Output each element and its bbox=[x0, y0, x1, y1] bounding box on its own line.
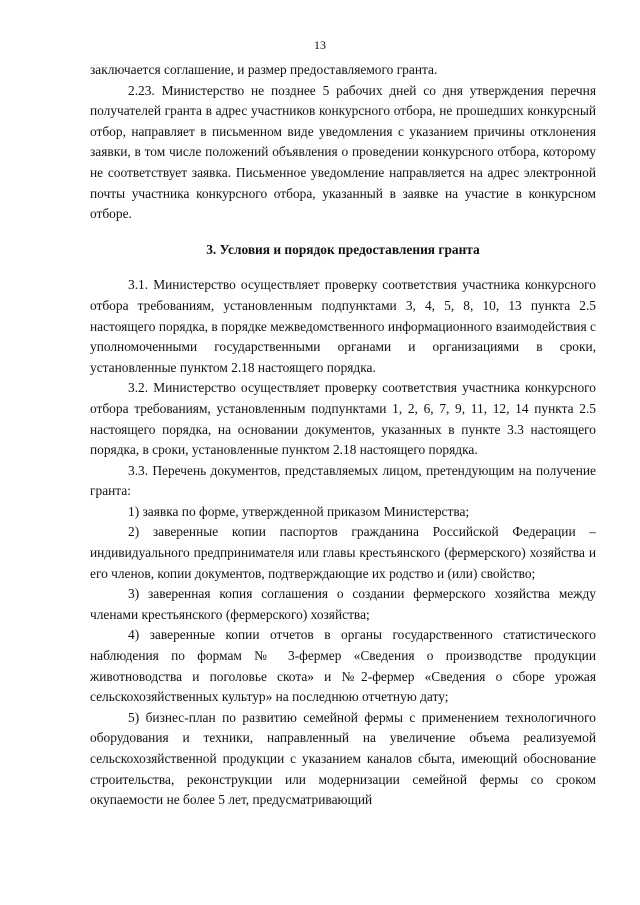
list-item-3: 3) заверенная копия соглашения о создании фермерского хозяйства между членами крестьянского (фермерского) хозяйства; bbox=[90, 586, 596, 622]
paragraph-2-23: 2.23. Министерство не позднее 5 рабочих дней со дня утверждения перечня получателей гранта в адрес участников конкурсного отбора, не прошедших конкурсный отбор, направляет в письменном виде уведомления с указанием причины отклонения заявки, в том числе положений объявления о проведении конкурсного отбора, которому не соответствует заявка. Письменное уведомление направляется на адрес электронной почты участника конкурсного отбора, указанный в заявке на участие в конкурсном отборе. bbox=[90, 82, 596, 222]
list-item-5: 5) бизнес-план по развитию семейной фермы с применением технологичного оборудования и техники, направленный на увеличение объема реализуемой сельскохозяйственной продукции с указанием каналов сбыта, имеющий обоснование строительства, реконструкции или модернизации семейной фермы со сроком окупаемости не более 5 лет, предусматривающий bbox=[90, 709, 596, 808]
list-item-1: 1) заявка по форме, утвержденной приказом Министерства; bbox=[128, 503, 470, 519]
page-number: 13 bbox=[314, 38, 326, 52]
paragraph-continuation: заключается соглашение, и размер предоставляемого гранта. bbox=[90, 62, 438, 77]
list-item-4: 4) заверенные копии отчетов в органы государственного статистического наблюдения по формам № 3-фермер «Сведения о производстве продукции животноводства и поголовье скота» и №2-фермер «Сведения о сборе урожая сельскохозяйственных культур» на последнюю отчетную дату; bbox=[90, 627, 596, 705]
paragraph-3-2: 3.2. Министерство осуществляет проверку соответствия участника конкурсного отбора требованиям, установленным подпунктами 1, 2, 6, 7, 9, 11, 12, 14 пункта 2.5 настоящего порядка, на основании документов, указанных в пункте 3.3 настоящего порядка, в сроки, установленные пунктом 2.18 настоящего порядка. bbox=[90, 380, 596, 458]
paragraph-3-1: 3.1. Министерство осуществляет проверку соответствия участника конкурсного отбора требованиям, установленным подпунктами 3, 4, 5, 8, 10, 13 пункта 2.5 настоящего порядка, в порядке межведомственного информационного взаимодействия с уполномоченными государственными органами и организациями в сроки, установленные пунктом 2.18 настоящего порядка. bbox=[90, 277, 596, 375]
document-body bbox=[90, 60, 596, 811]
paragraph-3-3: 3.3. Перечень документов, представляемых лицом, претендующим на получение гранта: bbox=[90, 462, 596, 499]
list-item-2: 2) заверенные копии паспортов гражданина Российской Федерации – индивидуального предпринимателя или главы крестьянского (фермерского) хозяйства и его членов, копии документов, подтверждающие их родство и (или) свойство; bbox=[90, 524, 596, 581]
section-heading: 3. Условия и порядок предоставления гранта bbox=[206, 241, 480, 257]
